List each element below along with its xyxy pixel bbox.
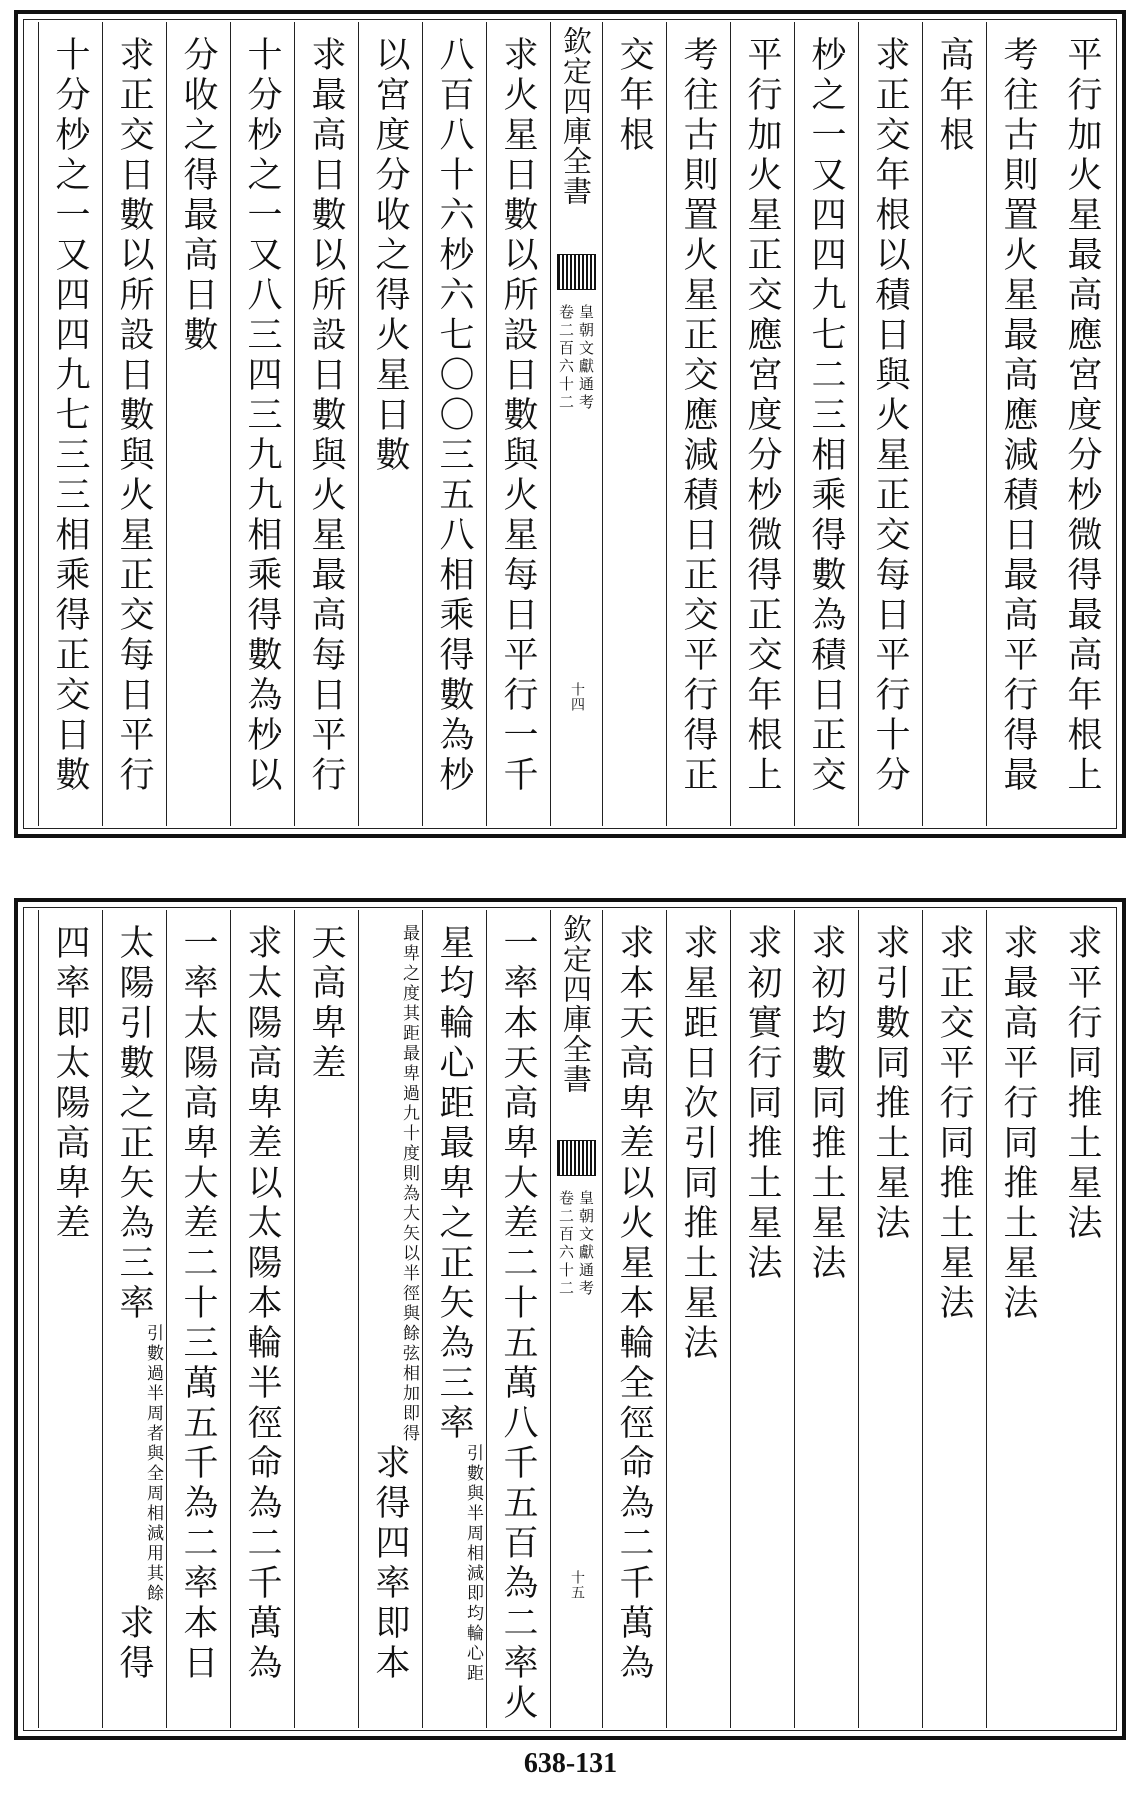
- column-main-text: 太陽引數之正矢為三率: [114, 924, 154, 1324]
- upper-columns: [26, 22, 1114, 826]
- upper-page: [14, 10, 1126, 838]
- text-column: 考往古則置火星最高應減積日最高平行得最: [986, 22, 1050, 826]
- text-column: 平行加火星最高應宮度分杪微得最高年根上: [1062, 36, 1102, 796]
- annotation-right: 最卑之度其距最卑過九十度則: [399, 924, 419, 1184]
- fish-tail-mark-icon: [557, 1140, 596, 1176]
- annotation-right: 引數過半周者與: [143, 1324, 163, 1464]
- text-column: 一率太陽高卑大差二十三萬五千為二率本日: [166, 910, 230, 1728]
- text-column: 求正交日數以所設日數與火星正交每日平行: [102, 22, 166, 826]
- text-column: 求正交平行同推土星法: [922, 910, 986, 1728]
- text-column: 求最高日數以所設日數與火星最高每日平行: [294, 22, 358, 826]
- center-fold: [550, 22, 602, 826]
- text-column: 求星距日次引同推土星法: [666, 910, 730, 1728]
- text-column: 求引數同推土星法: [858, 910, 922, 1728]
- text-column: 求平行同推土星法: [1062, 924, 1102, 1244]
- annotation-left: 全周相減用其餘: [143, 1464, 163, 1604]
- text-column-with-note: [422, 910, 486, 1728]
- text-column: 以宮度分收之得火星日數: [358, 22, 422, 826]
- text-column: 十分杪之一又八三四三九九相乘得數為杪以: [230, 22, 294, 826]
- text-column: 十分杪之一又四四九七三三相乘得正交日數: [38, 22, 102, 826]
- annotation-right: 引數與半周相: [463, 1444, 483, 1564]
- column-tail-text: 求得四率即本: [370, 1444, 410, 1684]
- chapter-number: 卷二百六十二: [557, 1190, 575, 1298]
- lower-columns: [26, 910, 1114, 1728]
- text-column: 杪之一又四四九七二三相乘得數為積日正交: [794, 22, 858, 826]
- folio-number: 十五: [569, 1570, 585, 1600]
- text-column-with-note: [102, 910, 166, 1728]
- text-column: 求最高平行同推土星法: [986, 910, 1050, 1728]
- folio-number: 十四: [569, 682, 585, 712]
- text-column: 四率即太陽高卑差: [38, 910, 102, 1728]
- text-column: 平行加火星正交應宮度分杪微得正交年根上: [730, 22, 794, 826]
- text-column: 一率本天高卑大差二十五萬八千五百為二率火: [486, 910, 550, 1728]
- lower-page: [14, 898, 1126, 1740]
- page-number-footer: 638-131: [523, 1748, 618, 1779]
- annotation-left: 減即均輪心距: [463, 1564, 483, 1684]
- center-fold: [550, 910, 602, 1728]
- text-column: 交年根: [602, 22, 666, 826]
- column-main-text: 星均輪心距最卑之正矢為三率: [434, 924, 474, 1444]
- text-column: 求初均數同推土星法: [794, 910, 858, 1728]
- text-column: 考往古則置火星正交應減積日正交平行得正: [666, 22, 730, 826]
- column-tail-text: 求得: [114, 1604, 154, 1684]
- book-title: 欽定四庫全書: [559, 26, 593, 206]
- annotation-left: 為大矢以半徑與餘弦相加即得: [399, 1184, 419, 1444]
- text-column: 高年根: [922, 22, 986, 826]
- text-column: 求本天高卑差以火星本輪全徑命為二千萬為: [602, 910, 666, 1728]
- book-title: 欽定四庫全書: [559, 914, 593, 1094]
- text-column: 求火星日數以所設日數與火星每日平行一千: [486, 22, 550, 826]
- fish-tail-mark-icon: [557, 254, 596, 290]
- text-column-with-note: [358, 910, 422, 1728]
- volume-title: 皇朝文獻通考: [577, 304, 595, 412]
- text-column: 八百八十六杪六七〇〇三五八相乘得數為杪: [422, 22, 486, 826]
- text-column: 求初實行同推土星法: [730, 910, 794, 1728]
- text-column: 天高卑差: [294, 910, 358, 1728]
- volume-title: 皇朝文獻通考: [577, 1190, 595, 1298]
- chapter-number: 卷二百六十二: [557, 304, 575, 412]
- text-column: 求正交年根以積日與火星正交每日平行十分: [858, 22, 922, 826]
- text-column: 求太陽高卑差以太陽本輪半徑命為二千萬為: [230, 910, 294, 1728]
- text-column: 分收之得最高日數: [166, 22, 230, 826]
